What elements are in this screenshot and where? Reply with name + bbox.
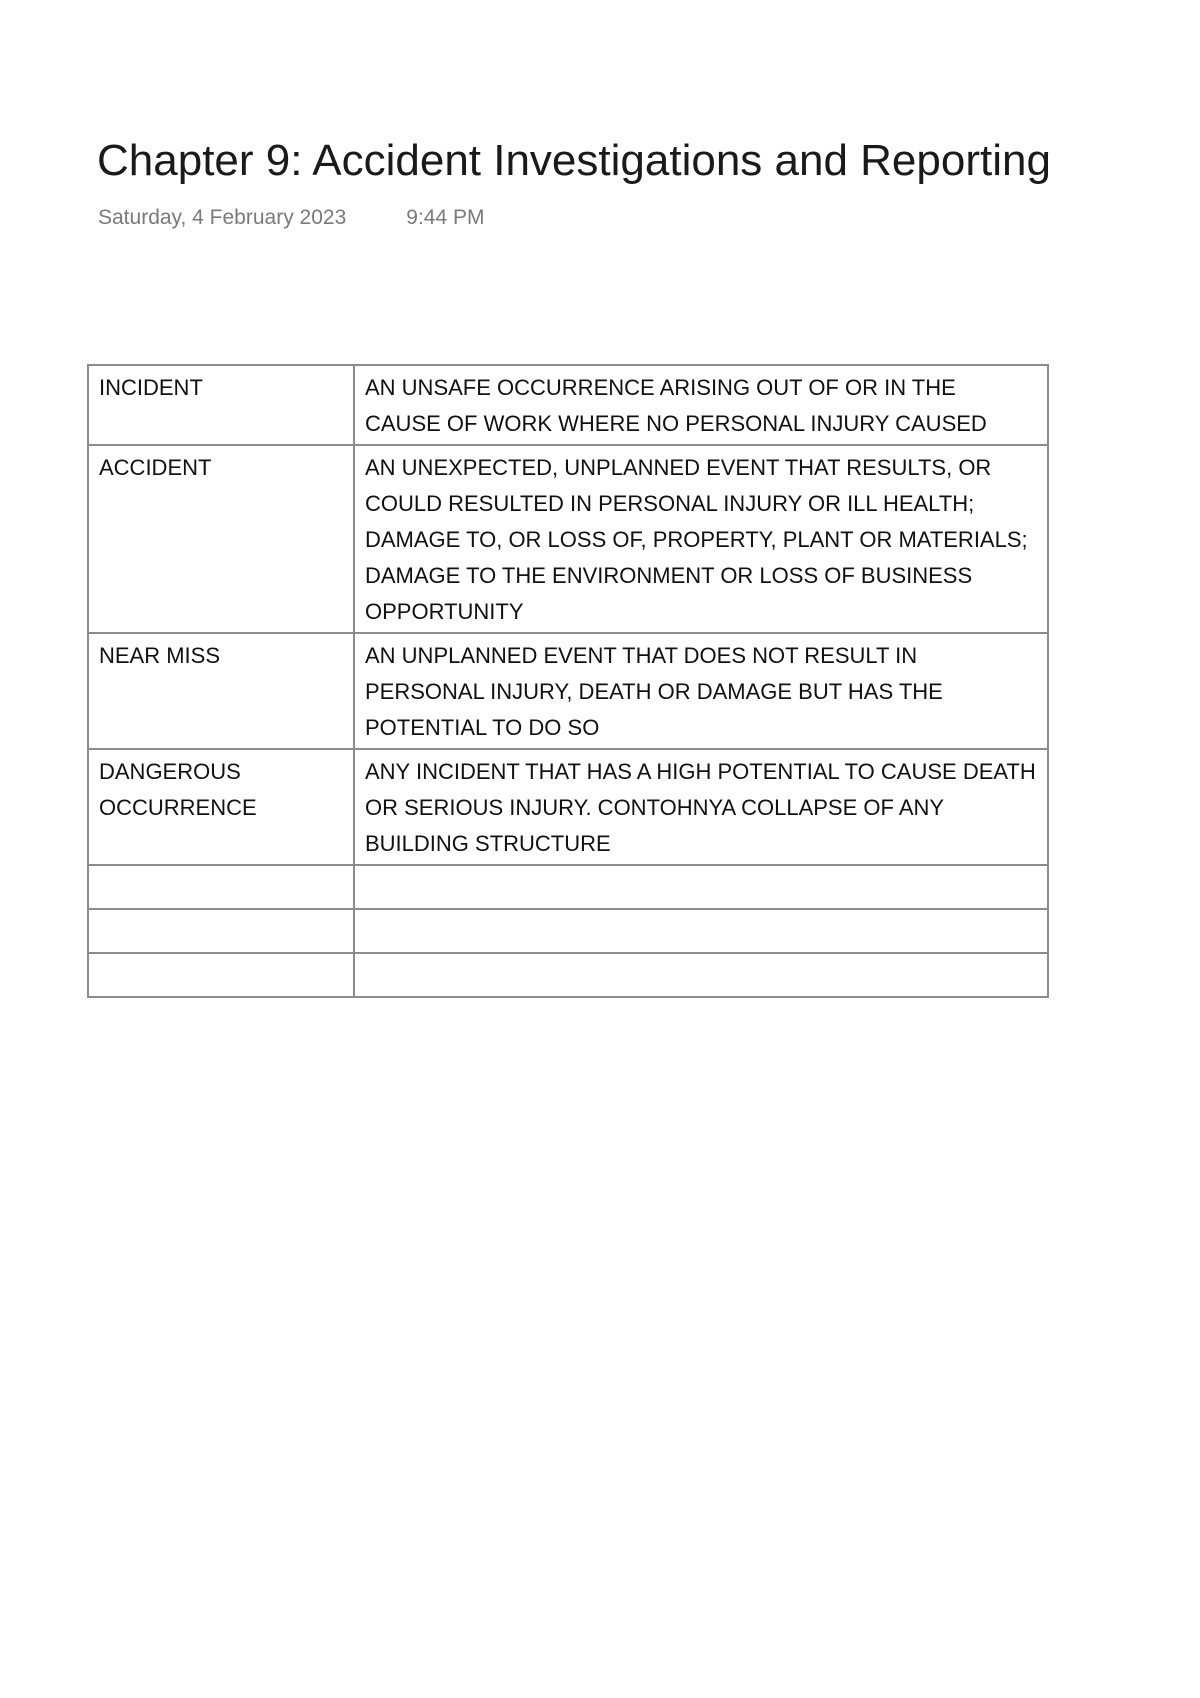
- term-cell[interactable]: NEAR MISS: [88, 633, 354, 749]
- page-title: Chapter 9: Accident Investigations and Reporting: [97, 136, 1051, 185]
- definitions-table: [87, 364, 1049, 998]
- page-metadata: [98, 206, 484, 230]
- term-cell-empty[interactable]: [88, 953, 354, 997]
- definition-cell-empty[interactable]: [354, 865, 1048, 909]
- term-cell[interactable]: DANGEROUS OCCURRENCE: [88, 749, 354, 865]
- term-cell-empty[interactable]: [88, 865, 354, 909]
- definition-cell[interactable]: AN UNEXPECTED, UNPLANNED EVENT THAT RESULTS, OR COULD RESULTED IN PERSONAL INJURY OR ILL HEALTH; DAMAGE TO, OR LOSS OF, PROPERTY, PLANT OR MATERIALS; DAMAGE TO THE ENVIRONMENT OR LOSS OF BUSINESS OPPORTUNITY: [354, 445, 1048, 633]
- table-row-empty: [88, 953, 1048, 997]
- term-cell[interactable]: INCIDENT: [88, 365, 354, 445]
- definition-cell[interactable]: AN UNSAFE OCCURRENCE ARISING OUT OF OR IN THE CAUSE OF WORK WHERE NO PERSONAL INJURY CAUSED: [354, 365, 1048, 445]
- table-row-empty: [88, 865, 1048, 909]
- page-date: Saturday, 4 February 2023: [98, 206, 347, 229]
- table-row: [88, 365, 1048, 445]
- term-cell-empty[interactable]: [88, 909, 354, 953]
- table-row: [88, 445, 1048, 633]
- definition-cell-empty[interactable]: [354, 909, 1048, 953]
- definition-cell[interactable]: ANY INCIDENT THAT HAS A HIGH POTENTIAL TO CAUSE DEATH OR SERIOUS INJURY. CONTOHNYA COLLAPSE OF ANY BUILDING STRUCTURE: [354, 749, 1048, 865]
- definition-cell-empty[interactable]: [354, 953, 1048, 997]
- table-row: [88, 633, 1048, 749]
- table-row-empty: [88, 909, 1048, 953]
- table-row: [88, 749, 1048, 865]
- page-time: 9:44 PM: [406, 206, 485, 229]
- term-cell[interactable]: ACCIDENT: [88, 445, 354, 633]
- definition-cell[interactable]: AN UNPLANNED EVENT THAT DOES NOT RESULT IN PERSONAL INJURY, DEATH OR DAMAGE BUT HAS THE POTENTIAL TO DO SO: [354, 633, 1048, 749]
